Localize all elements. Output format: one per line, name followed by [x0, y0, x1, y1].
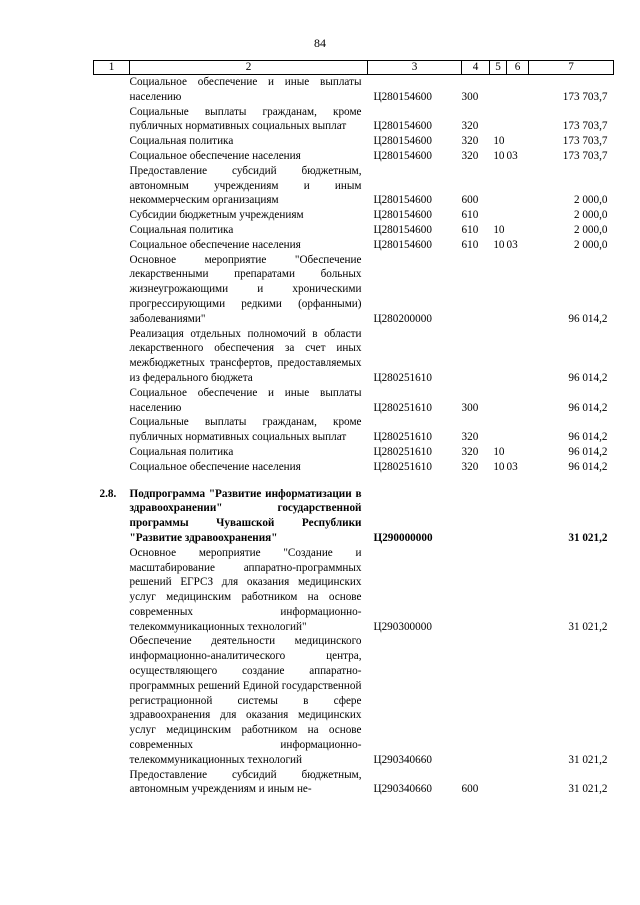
table-row	[94, 445, 614, 460]
code-cell: Ц280251610	[373, 445, 432, 458]
index-cell	[94, 546, 130, 635]
pr-cell	[507, 445, 529, 460]
code-cell: Ц280154600	[373, 135, 432, 148]
header-cell: 4	[462, 61, 490, 75]
rz-cell	[490, 415, 507, 445]
vr-cell: 610	[461, 209, 479, 222]
table-row	[94, 768, 614, 798]
code-cell: Ц280154600	[373, 223, 432, 236]
vr-cell: 610	[461, 223, 479, 236]
vr-cell: 300	[461, 401, 479, 414]
vr-cell: 320	[461, 120, 479, 133]
section-code: Ц290000000	[373, 531, 433, 544]
header-cell: 3	[368, 61, 462, 75]
sum-cell: 173 703,7	[562, 135, 608, 148]
pr-cell	[507, 327, 529, 386]
section-index: 2.8.	[99, 487, 117, 500]
name-cell: Основное мероприятие "Обеспечение лекарственными препаратами больных жизнеугрожающими и хроническими прогрессирующими редкими (орфанными) заболеваниями"	[129, 253, 362, 325]
table-row	[94, 253, 614, 327]
table-row	[94, 634, 614, 767]
table-row	[94, 415, 614, 445]
rz-cell	[490, 386, 507, 416]
rz-cell: 10	[493, 238, 505, 251]
vr-cell: 600	[461, 194, 479, 207]
pr-cell	[507, 546, 529, 635]
sum-cell: 96 014,2	[568, 401, 608, 414]
table-row	[94, 164, 614, 208]
spacer-cell	[94, 475, 614, 487]
vr-cell: 610	[461, 238, 479, 251]
sum-cell: 96 014,2	[568, 312, 608, 325]
name-cell: Социальная политика	[129, 135, 234, 148]
pr-cell	[507, 415, 529, 445]
rz-cell	[490, 768, 507, 798]
pr-cell	[507, 164, 529, 208]
name-cell: Социальное обеспечение и иные выплаты населению	[129, 386, 362, 414]
sum-cell: 2 000,0	[573, 209, 608, 222]
index-cell	[94, 327, 130, 386]
name-cell: Социальная политика	[129, 223, 234, 236]
header-cell: 1	[94, 61, 130, 75]
index-cell	[94, 75, 130, 105]
name-cell: Обеспечение деятельности медицинского информационно-аналитического центра, осуществляющего создание аппаратно-программных решений Единой государственной регистрационной системы в сфере здравоохранения для оказания медицинских услуг медицинским работником на основе современных информационно-телекоммуникационных технологий	[129, 635, 362, 766]
vr-cell	[462, 327, 490, 386]
code-cell: Ц290340660	[373, 753, 432, 766]
name-cell: Социальные выплаты гражданам, кроме публичных нормативных социальных выплат	[129, 105, 362, 133]
name-cell: Социальные выплаты гражданам, кроме публичных нормативных социальных выплат	[129, 416, 362, 444]
table-row	[94, 75, 614, 105]
pr-cell	[507, 134, 529, 149]
page-number: 84	[314, 36, 326, 50]
section-sum: 31 021,2	[568, 531, 608, 544]
pr-cell	[507, 105, 529, 135]
sum-cell: 31 021,2	[568, 620, 608, 633]
name-cell: Предоставление субсидий бюджетным, автономным учреждениям и иным некоммерческим организациям	[129, 164, 362, 207]
rz-cell: 10	[493, 135, 505, 148]
vr-cell: 300	[461, 90, 479, 103]
index-cell	[94, 208, 130, 223]
code-cell: Ц280154600	[373, 238, 432, 251]
pr-cell	[507, 208, 529, 223]
name-cell: Социальное обеспечение населения	[129, 460, 301, 473]
vr-cell	[462, 634, 490, 767]
pr-cell	[507, 386, 529, 416]
rz-cell	[490, 75, 507, 105]
sum-cell: 96 014,2	[568, 431, 608, 444]
vr-cell: 600	[461, 783, 479, 796]
sum-cell: 173 703,7	[562, 90, 608, 103]
pr-cell	[507, 634, 529, 767]
header-cell: 6	[507, 61, 529, 75]
code-cell: Ц280154600	[373, 149, 432, 162]
code-cell: Ц280251610	[373, 401, 432, 414]
rz-cell	[490, 164, 507, 208]
name-cell: Социальная политика	[129, 445, 234, 458]
index-cell	[94, 134, 130, 149]
rz-cell	[490, 105, 507, 135]
section-name: Подпрограмма "Развитие информатизации в здравоохранении" государственной программы Чувашской Республики "Развитие здравоохранения"	[129, 487, 362, 544]
rz-cell	[490, 634, 507, 767]
sum-cell: 2 000,0	[573, 238, 608, 251]
pr-cell	[507, 768, 529, 798]
pr-cell: 03	[506, 238, 518, 251]
rz-cell: 10	[493, 460, 505, 473]
table-row	[94, 149, 614, 164]
table-row	[94, 460, 614, 475]
table-row	[94, 134, 614, 149]
code-cell: Ц280154600	[373, 120, 432, 133]
pr-cell	[507, 487, 529, 546]
pr-cell	[507, 253, 529, 327]
table-row	[94, 546, 614, 635]
index-cell	[94, 253, 130, 327]
name-cell: Реализация отдельных полномочий в области лекарственного обеспечения за счет иных межбюджетных трансфертов, предоставляемых из федерального бюджета	[129, 327, 362, 384]
code-cell: Ц280251610	[373, 431, 432, 444]
index-cell	[94, 105, 130, 135]
rz-cell	[490, 208, 507, 223]
vr-cell	[462, 253, 490, 327]
table-row	[94, 223, 614, 238]
rz-cell	[490, 487, 507, 546]
rz-cell	[490, 327, 507, 386]
code-cell: Ц290300000	[373, 620, 432, 633]
index-cell	[94, 460, 130, 475]
index-cell	[94, 634, 130, 767]
code-cell: Ц280200000	[373, 312, 432, 325]
pr-cell	[507, 75, 529, 105]
header-cell: 2	[130, 61, 368, 75]
rz-cell	[490, 253, 507, 327]
rz-cell: 10	[493, 149, 505, 162]
name-cell: Социальное обеспечение населения	[129, 238, 301, 251]
sum-cell: 173 703,7	[562, 149, 608, 162]
sum-cell: 2 000,0	[573, 194, 608, 207]
sum-cell: 96 014,2	[568, 460, 608, 473]
vr-cell	[462, 487, 490, 546]
header-cell: 5	[490, 61, 507, 75]
vr-cell: 320	[461, 460, 479, 473]
index-cell	[94, 238, 130, 253]
sum-cell: 96 014,2	[568, 445, 608, 458]
rz-cell: 10	[493, 223, 505, 236]
name-cell: Социальное обеспечение населения	[129, 149, 301, 162]
rz-cell: 10	[493, 445, 505, 458]
section-row	[94, 487, 614, 546]
code-cell: Ц280154600	[373, 90, 432, 103]
pr-cell: 03	[506, 149, 518, 162]
index-cell	[94, 164, 130, 208]
index-cell	[94, 768, 130, 798]
vr-cell	[462, 546, 490, 635]
header-cell: 7	[529, 61, 614, 75]
table-row	[94, 238, 614, 253]
sum-cell: 173 703,7	[562, 120, 608, 133]
sum-cell: 31 021,2	[568, 753, 608, 766]
vr-cell: 320	[461, 431, 479, 444]
code-cell: Ц280154600	[373, 194, 432, 207]
table-row	[94, 327, 614, 386]
vr-cell: 320	[461, 445, 479, 458]
name-cell: Основное мероприятие "Создание и масштабирование аппаратно-программных решений ЕГРСЗ для оказания медицинских услуг медицинским работником на основе современных информационно-телекоммуникационных технологий"	[129, 546, 362, 633]
pr-cell	[507, 223, 529, 238]
index-cell	[94, 149, 130, 164]
code-cell: Ц280154600	[373, 209, 432, 222]
name-cell: Социальное обеспечение и иные выплаты населению	[129, 76, 362, 103]
name-cell: Предоставление субсидий бюджетным, автономным учреждениям и иным не-	[129, 768, 362, 796]
table-row	[94, 105, 614, 135]
sum-cell: 31 021,2	[568, 783, 608, 796]
table-row	[94, 386, 614, 416]
table-header-row	[94, 61, 614, 75]
name-cell: Субсидии бюджетным учреждениям	[129, 209, 304, 222]
sum-cell: 96 014,2	[568, 371, 608, 384]
code-cell: Ц280251610	[373, 371, 432, 384]
vr-cell: 320	[461, 149, 479, 162]
vr-cell: 320	[461, 135, 479, 148]
code-cell: Ц280251610	[373, 460, 432, 473]
table-row	[94, 208, 614, 223]
index-cell	[94, 386, 130, 416]
pr-cell: 03	[506, 460, 518, 473]
index-cell	[94, 445, 130, 460]
index-cell	[94, 415, 130, 445]
sum-cell: 2 000,0	[573, 223, 608, 236]
spacer-row	[94, 475, 614, 487]
index-cell	[94, 223, 130, 238]
budget-table	[93, 60, 614, 797]
code-cell: Ц290340660	[373, 783, 432, 796]
rz-cell	[490, 546, 507, 635]
